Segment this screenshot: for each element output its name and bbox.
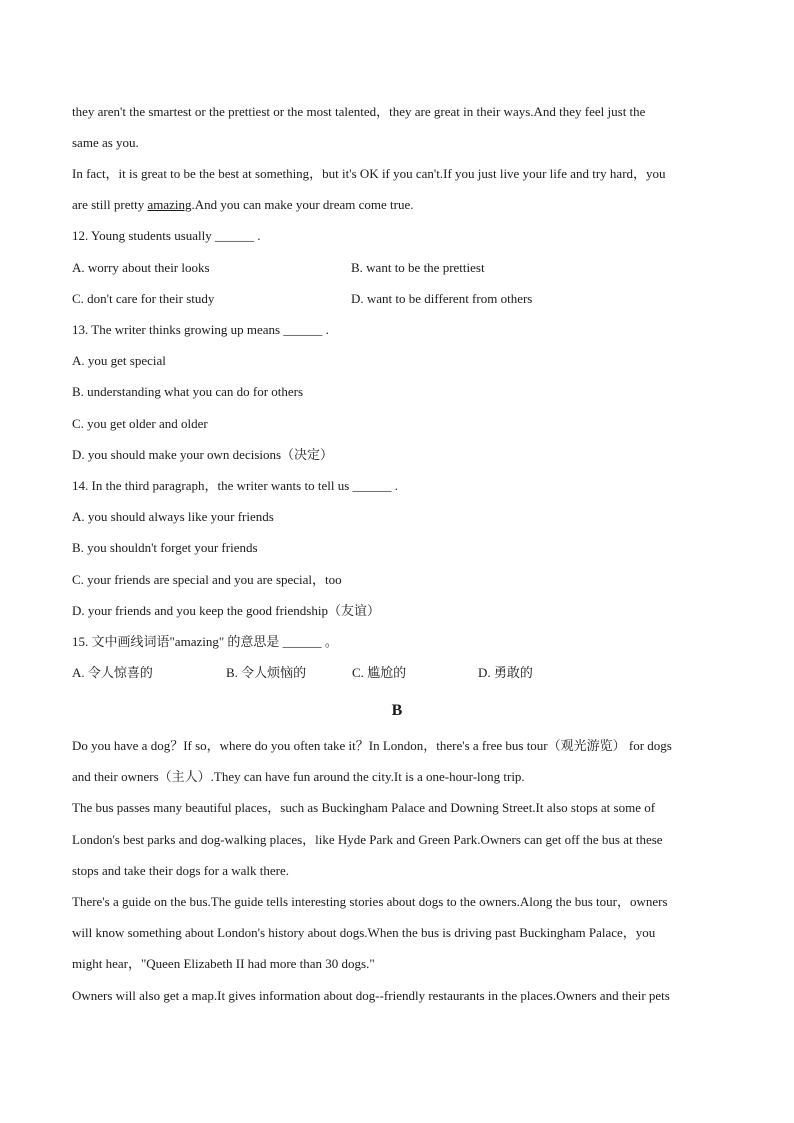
question-12-option-b: B. want to be the prettiest bbox=[351, 260, 485, 275]
question-14-option-c: C. your friends are special and you are special，too bbox=[72, 572, 342, 587]
passage-a-line-4-post: .And you can make your dream come true. bbox=[191, 197, 414, 212]
question-12-option-a: A. worry about their looks bbox=[72, 260, 210, 275]
question-12-option-c: C. don't care for their study bbox=[72, 291, 215, 306]
section-b-line-1: Do you have a dog？If so，where do you often take it？In London，there's a free bus tour（观光游览） for dogs bbox=[72, 738, 672, 753]
question-15-option-b: B. 令人烦恼的 bbox=[226, 665, 307, 680]
section-b-line-4: London's best parks and dog-walking places，like Hyde Park and Green Park.Owners can get off the bus at these bbox=[72, 832, 663, 847]
section-b-line-5: stops and take their dogs for a walk there. bbox=[72, 863, 289, 878]
question-13-option-c: C. you get older and older bbox=[72, 416, 208, 431]
question-14-option-b: B. you shouldn't forget your friends bbox=[72, 540, 258, 555]
question-13-option-d: D. you should make your own decisions（决定） bbox=[72, 447, 334, 462]
section-b-line-6: There's a guide on the bus.The guide tells interesting stories about dogs to the owners.Along the bus tour，owners bbox=[72, 894, 668, 909]
question-15-option-c: C. 尴尬的 bbox=[352, 665, 407, 680]
section-b-line-2: and their owners（主人）.They can have fun around the city.It is a one-hour-long trip. bbox=[72, 769, 525, 784]
question-13-option-b: B. understanding what you can do for others bbox=[72, 384, 304, 399]
question-15-option-d: D. 勇敢的 bbox=[478, 665, 533, 680]
section-b-line-3: The bus passes many beautiful places，such as Buckingham Palace and Downing Street.It also stops at some of bbox=[72, 800, 656, 815]
passage-a-line-2: same as you. bbox=[72, 135, 139, 150]
question-15-option-a: A. 令人惊喜的 bbox=[72, 665, 153, 680]
passage-a-line-4-pre: are still pretty bbox=[72, 197, 148, 212]
question-14-option-a: A. you should always like your friends bbox=[72, 509, 274, 524]
question-13-option-a: A. you get special bbox=[72, 353, 166, 368]
underlined-word-amazing: amazing bbox=[147, 197, 192, 212]
passage-a-line-3: In fact，it is great to be the best at something，but it's OK if you can't.If you just live your life and try hard，you bbox=[72, 166, 666, 181]
passage-a-line-4 bbox=[72, 197, 414, 213]
passage-a-line-1: they aren't the smartest or the prettiest or the most talented，they are great in their ways.And they feel just the bbox=[72, 104, 646, 119]
question-13-stem: 13. The writer thinks growing up means ______ . bbox=[72, 322, 329, 337]
section-b-line-7: will know something about London's history about dogs.When the bus is driving past Buckingham Palace，you bbox=[72, 925, 656, 940]
question-14-option-d: D. your friends and you keep the good friendship（友谊） bbox=[72, 603, 380, 618]
question-15-stem: 15. 文中画线词语"amazing" 的意思是 ______ 。 bbox=[72, 634, 338, 649]
section-b-line-8: might hear，"Queen Elizabeth II had more than 30 dogs." bbox=[72, 956, 375, 971]
section-b-heading: B bbox=[391, 702, 403, 719]
question-14-stem: 14. In the third paragraph，the writer wants to tell us ______ . bbox=[72, 478, 399, 493]
question-12-stem: 12. Young students usually ______ . bbox=[72, 228, 261, 243]
question-12-option-d: D. want to be different from others bbox=[351, 291, 533, 306]
section-b-line-9: Owners will also get a map.It gives information about dog--friendly restaurants in the places.Owners and their pets bbox=[72, 988, 670, 1003]
